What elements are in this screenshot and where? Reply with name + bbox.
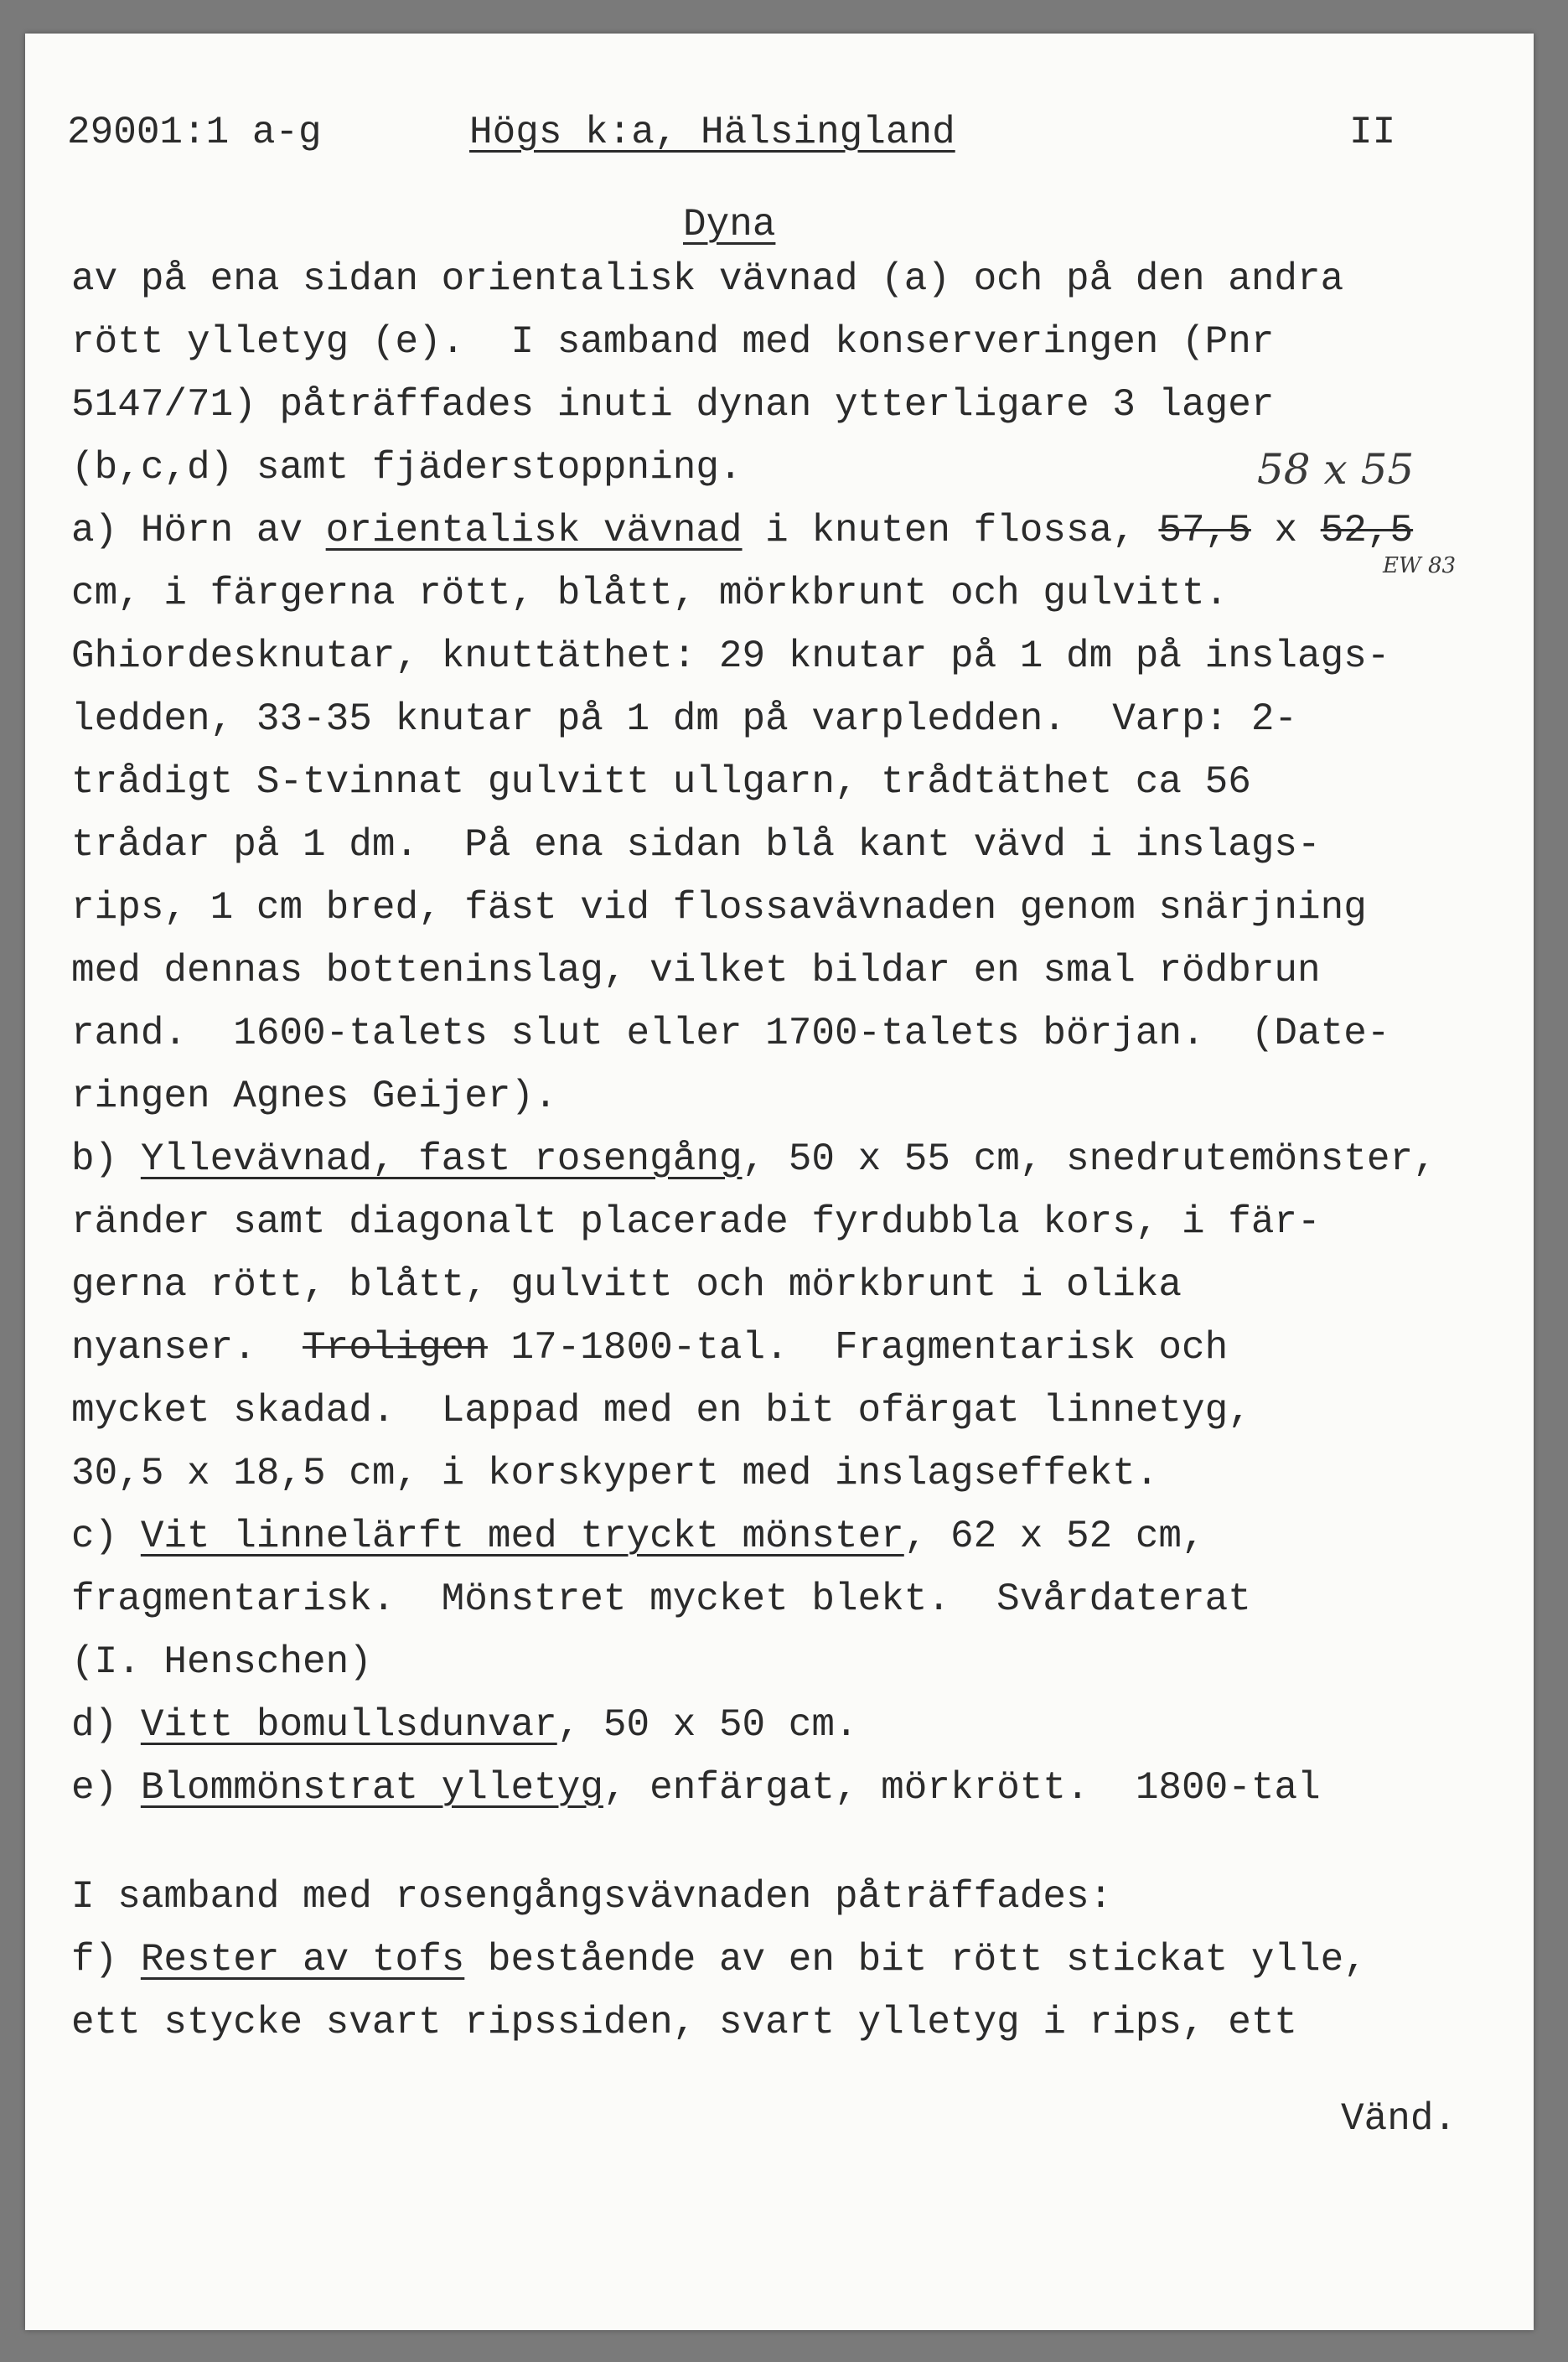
item-e-title: Blommönstrat ylletyg bbox=[140, 1766, 603, 1810]
item-d-prefix: d) bbox=[71, 1703, 141, 1747]
page-number: II bbox=[1349, 111, 1396, 154]
item-b-l3-post: 17-1800-tal. Fragmentarisk och bbox=[487, 1326, 1229, 1370]
item-f-title: Rester av tofs bbox=[140, 1938, 465, 1981]
text-line: (b,c,d) samt fjäderstoppning. bbox=[71, 446, 743, 489]
text-line: ett stycke svart ripssiden, svart ylletyg i rips, ett bbox=[71, 2001, 1298, 2044]
item-a-x: x bbox=[1250, 509, 1321, 552]
text-line: cm, i färgerna rött, blått, mörkbrunt och gulvitt. bbox=[71, 572, 1229, 615]
catalog-number: 29001:1 a-g bbox=[67, 111, 322, 154]
item-d-line bbox=[71, 1703, 858, 1747]
text-line: rand. 1600-talets slut eller 1700-talets början. (Date- bbox=[71, 1012, 1390, 1055]
item-b-line-3 bbox=[71, 1326, 1229, 1370]
catalog-card bbox=[25, 34, 1534, 2330]
item-a-old-width: 57,5 bbox=[1158, 509, 1251, 552]
handwritten-size: 58 x 55 bbox=[1257, 445, 1415, 494]
item-d-title: Vitt bomullsdunvar bbox=[140, 1703, 557, 1747]
text-line: ringen Agnes Geijer). bbox=[71, 1075, 557, 1118]
item-b-line bbox=[71, 1137, 1436, 1181]
item-e-prefix: e) bbox=[71, 1766, 141, 1810]
text-line: av på ena sidan orientalisk vävnad (a) och på den andra bbox=[71, 257, 1344, 301]
text-line: mycket skadad. Lappad med en bit ofärgat linnetyg, bbox=[71, 1389, 1251, 1432]
turn-over-note: Vänd. bbox=[1341, 2097, 1457, 2141]
text-line: ränder samt diagonalt placerade fyrdubbla kors, i fär- bbox=[71, 1200, 1321, 1244]
item-d-rest: , 50 x 50 cm. bbox=[556, 1703, 858, 1747]
text-line: gerna rött, blått, gulvitt och mörkbrunt i olika bbox=[71, 1263, 1182, 1307]
item-b-prefix: b) bbox=[71, 1137, 141, 1181]
text-line: (I. Henschen) bbox=[71, 1640, 372, 1684]
handwritten-initials: EW 83 bbox=[1383, 553, 1457, 578]
text-line: ledden, 33-35 knutar på 1 dm på varpledden. Varp: 2- bbox=[71, 697, 1298, 741]
item-e-rest: , enfärgat, mörkrött. 1800-tal bbox=[603, 1766, 1321, 1810]
item-a-prefix: a) Hörn av bbox=[71, 509, 326, 552]
item-b-struck-word: Troligen bbox=[303, 1326, 488, 1370]
text-line: 5147/71) påträffades inuti dynan ytterligare 3 lager bbox=[71, 383, 1275, 427]
item-c-rest: , 62 x 52 cm, bbox=[903, 1515, 1205, 1558]
card-title: Dyna bbox=[683, 203, 776, 246]
location: Högs k:a, Hälsingland bbox=[469, 111, 955, 154]
item-b-rest: , 50 x 55 cm, snedrutemönster, bbox=[742, 1137, 1436, 1181]
item-a-line bbox=[71, 511, 1413, 550]
item-a-old-height: 52,5 bbox=[1320, 509, 1414, 552]
text-line: rött ylletyg (e). I samband med konserveringen (Pnr bbox=[71, 320, 1275, 364]
item-c-title: Vit linnelärft med tryckt mönster bbox=[140, 1515, 904, 1558]
text-line: fragmentarisk. Mönstret mycket blekt. Svårdaterat bbox=[71, 1577, 1251, 1621]
item-f-rest: bestående av en bit rött stickat ylle, bbox=[464, 1938, 1367, 1981]
text-line: 30,5 x 18,5 cm, i korskypert med inslagseffekt. bbox=[71, 1452, 1159, 1495]
item-c-prefix: c) bbox=[71, 1515, 141, 1558]
item-f-prefix: f) bbox=[71, 1938, 141, 1981]
text-line: rips, 1 cm bred, fäst vid flossavävnaden genom snärjning bbox=[71, 886, 1367, 930]
item-b-l3-pre: nyanser. bbox=[71, 1326, 303, 1370]
text-line: trådigt S-tvinnat gulvitt ullgarn, trådtäthet ca 56 bbox=[71, 760, 1251, 804]
found-intro: I samband med rosengångsvävnaden påträffades: bbox=[71, 1875, 1113, 1919]
item-a-mid: i knuten flossa, bbox=[742, 509, 1159, 552]
text-line: trådar på 1 dm. På ena sidan blå kant vävd i inslags- bbox=[71, 823, 1321, 867]
item-a-title: orientalisk vävnad bbox=[325, 509, 743, 552]
item-f-line bbox=[71, 1940, 1367, 1979]
item-c-line bbox=[71, 1517, 1205, 1556]
text-line: Ghiordesknutar, knuttäthet: 29 knutar på 1 dm på inslags- bbox=[71, 635, 1390, 678]
item-e-line bbox=[71, 1766, 1321, 1810]
item-b-title: Yllevävnad, fast rosengång bbox=[140, 1137, 743, 1181]
text-line: med dennas botteninslag, vilket bildar en smal rödbrun bbox=[71, 949, 1321, 992]
